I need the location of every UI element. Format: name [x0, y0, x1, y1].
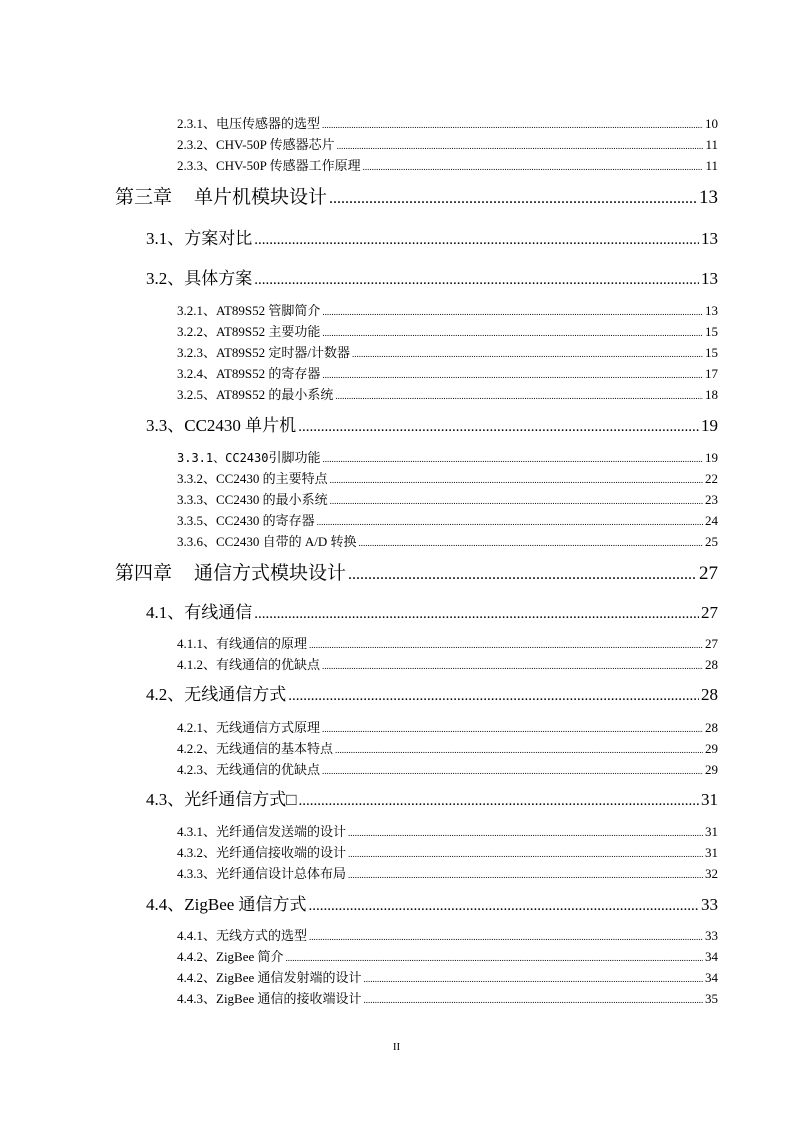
toc-entry-page: 34 — [705, 949, 718, 964]
toc-section-3-2[interactable] — [146, 266, 718, 292]
dot-leader — [317, 512, 703, 532]
dot-leader — [286, 948, 703, 968]
chapter-name: 通信方式模块设计 — [194, 563, 347, 584]
dot-leader — [322, 656, 703, 676]
toc-chapter-4[interactable] — [115, 560, 718, 588]
toc-entry-3-3-2[interactable] — [177, 469, 718, 489]
toc-entry-title: 2.3.1、电压传感器的选型 — [177, 116, 321, 131]
dot-leader — [337, 136, 704, 156]
toc-entry-title: 4.2.3、无线通信的优缺点 — [177, 762, 321, 777]
dot-leader — [322, 719, 703, 739]
toc-entry-page: 28 — [705, 657, 718, 672]
toc-entry-title: 4.4.2、ZigBee 通信发射端的设计 — [177, 970, 362, 985]
dot-leader — [335, 386, 703, 406]
toc-entry-page: 29 — [705, 762, 718, 777]
toc-entry-4-2-3[interactable] — [177, 760, 718, 780]
toc-entry-page: 33 — [705, 928, 718, 943]
toc-entry-4-4-2a[interactable] — [177, 947, 718, 967]
page-number-footer: II — [392, 1041, 401, 1053]
dot-leader — [254, 267, 699, 293]
toc-entry-title: 4.2.1、无线通信方式原理 — [177, 720, 321, 735]
toc-entry-title: 4.4.3、ZigBee 通信的接收端设计 — [177, 991, 362, 1006]
dot-leader — [352, 344, 703, 364]
toc-entry-page: 17 — [705, 366, 718, 381]
toc-entry-number: 3.3.1、CC2430 — [177, 451, 269, 465]
dot-leader — [322, 115, 703, 135]
dot-leader — [309, 927, 703, 947]
dot-leader — [348, 844, 703, 864]
toc-entry-page: 18 — [705, 387, 718, 402]
dot-leader — [348, 865, 703, 885]
chapter-number: 第四章 — [115, 563, 173, 584]
toc-entry-3-3-1[interactable] — [177, 448, 718, 468]
toc-entry-title: 4.1、有线通信 — [146, 603, 253, 622]
toc-entry-4-2-1[interactable] — [177, 718, 718, 738]
toc-entry-title: 3.2.5、AT89S52 的最小系统 — [177, 387, 334, 402]
toc-chapter-3[interactable] — [115, 184, 718, 212]
dot-leader — [254, 601, 699, 627]
toc-entry-title: 3.2.1、AT89S52 管脚简介 — [177, 303, 321, 318]
toc-entry-4-2-2[interactable] — [177, 739, 718, 759]
toc-entry-title: 3.2、具体方案 — [146, 269, 253, 288]
toc-entry-3-3-6[interactable] — [177, 532, 718, 552]
toc-entry-page: 24 — [705, 513, 718, 528]
toc-entry-page: 19 — [705, 450, 718, 465]
toc-entry-3-3-5[interactable] — [177, 511, 718, 531]
dot-leader — [309, 893, 699, 919]
toc-entry-4-3-1[interactable] — [177, 822, 718, 842]
toc-entry-name: 引脚功能 — [268, 450, 321, 465]
toc-entry-title: 4.4.2、ZigBee 简介 — [177, 949, 284, 964]
toc-entry-page: 28 — [701, 685, 718, 704]
toc-entry-title: 4.1.1、有线通信的原理 — [177, 636, 308, 651]
toc-entry-title: 3.2.3、AT89S52 定时器/计数器 — [177, 345, 350, 360]
toc-chapter-title — [115, 184, 327, 212]
toc-section-4-2[interactable] — [146, 682, 718, 708]
toc-chapter-title — [115, 560, 346, 588]
toc-entry-4-4-2b[interactable] — [177, 968, 718, 988]
toc-entry-page: 25 — [705, 534, 718, 549]
dot-leader — [322, 761, 703, 781]
toc-entry-title: 3.1、方案对比 — [146, 229, 253, 248]
toc-entry-4-3-3[interactable] — [177, 864, 718, 884]
toc-entry-page: 15 — [705, 345, 718, 360]
toc-entry-title: 4.4.1、无线方式的选型 — [177, 928, 308, 943]
toc-entry-page: 33 — [701, 895, 718, 914]
dot-leader — [322, 365, 703, 385]
toc-entry-2-3-3[interactable] — [177, 156, 718, 176]
toc-entry-title: 3.3、CC2430 单片机 — [146, 416, 297, 435]
dot-leader — [335, 740, 703, 760]
toc-entry-title: 2.3.2、CHV-50P 传感器芯片 — [177, 137, 335, 152]
toc-entry-page: 32 — [705, 866, 718, 881]
toc-entry-page: 22 — [705, 471, 718, 486]
toc-entry-page: 35 — [705, 991, 718, 1006]
toc-entry-page: 34 — [705, 970, 718, 985]
dot-leader — [330, 491, 703, 511]
toc-entry-title: 4.3.2、光纤通信接收端的设计 — [177, 845, 347, 860]
toc-entry-title: 4.3.3、光纤通信设计总体布局 — [177, 866, 347, 881]
toc-entry-3-2-5[interactable] — [177, 385, 718, 405]
toc-entry-3-2-1[interactable] — [177, 301, 718, 321]
dot-leader — [348, 561, 697, 589]
toc-entry-4-4-3[interactable] — [177, 989, 718, 1009]
toc-entry-page: 27 — [705, 636, 718, 651]
toc-entry-page: 31 — [701, 790, 718, 809]
toc-entry-page: 13 — [699, 187, 718, 208]
toc-entry-4-1-2[interactable] — [177, 655, 718, 675]
dot-leader — [322, 302, 703, 322]
toc-entry-page: 13 — [701, 269, 718, 288]
toc-entry-page: 10 — [705, 116, 718, 131]
dot-leader — [364, 990, 703, 1010]
dot-leader — [322, 323, 703, 343]
toc-entry-4-4-1[interactable] — [177, 926, 718, 946]
dot-leader — [299, 788, 699, 814]
toc-entry-page: 23 — [705, 492, 718, 507]
dot-leader — [348, 823, 703, 843]
toc-entry-4-1-1[interactable] — [177, 634, 718, 654]
toc-entry-page: 28 — [705, 720, 718, 735]
dot-leader — [309, 635, 703, 655]
toc-entry-page: 19 — [701, 416, 718, 435]
toc-section-4-4[interactable] — [146, 892, 718, 918]
toc-entry-page: 13 — [701, 229, 718, 248]
toc-entry-page: 11 — [705, 137, 718, 152]
toc-entry-title: 4.3、光纤通信方式□ — [146, 790, 297, 809]
dot-leader — [330, 470, 703, 490]
toc-entry-title: 3.2.2、AT89S52 主要功能 — [177, 324, 321, 339]
toc-entry-2-3-1[interactable] — [177, 114, 718, 134]
toc-entry-title: 4.1.2、有线通信的优缺点 — [177, 657, 321, 672]
toc-section-4-3[interactable] — [146, 787, 718, 813]
toc-entry-page: 29 — [705, 741, 718, 756]
toc-entry-page: 11 — [705, 158, 718, 173]
toc-entry-3-2-4[interactable] — [177, 364, 718, 384]
toc-entry-title: 3.2.4、AT89S52 的寄存器 — [177, 366, 321, 381]
dot-leader — [254, 227, 699, 253]
toc-entry-title: 4.4、ZigBee 通信方式 — [146, 895, 307, 914]
dot-leader — [329, 185, 697, 213]
toc-entry-3-3-3[interactable] — [177, 490, 718, 510]
toc-entry-title: 3.3.2、CC2430 的主要特点 — [177, 471, 328, 486]
toc-entry-title — [177, 448, 321, 468]
toc-section-3-3[interactable] — [146, 413, 718, 439]
toc-entry-page: 27 — [701, 603, 718, 622]
dot-leader — [288, 683, 699, 709]
toc-entry-3-2-2[interactable] — [177, 322, 718, 342]
toc-entry-title: 3.3.6、CC2430 自带的 A/D 转换 — [177, 534, 357, 549]
dot-leader — [298, 414, 699, 440]
toc-entry-3-2-3[interactable] — [177, 343, 718, 363]
toc-section-3-1[interactable] — [146, 226, 718, 252]
dot-leader — [323, 449, 704, 469]
dot-leader — [358, 533, 703, 553]
toc-entry-title: 4.2、无线通信方式 — [146, 685, 287, 704]
toc-entry-page: 15 — [705, 324, 718, 339]
toc-entry-page: 31 — [705, 845, 718, 860]
dot-leader — [364, 969, 703, 989]
dot-leader — [363, 157, 704, 177]
toc-entry-page: 27 — [699, 563, 718, 584]
toc-entry-2-3-2[interactable] — [177, 135, 718, 155]
chapter-name: 单片机模块设计 — [194, 187, 328, 208]
toc-entry-page: 31 — [705, 824, 718, 839]
toc-entry-page: 13 — [705, 303, 718, 318]
toc-entry-title: 2.3.3、CHV-50P 传感器工作原理 — [177, 158, 361, 173]
toc-entry-title: 3.3.5、CC2430 的寄存器 — [177, 513, 315, 528]
toc-entry-title: 3.3.3、CC2430 的最小系统 — [177, 492, 328, 507]
toc-entry-title: 4.3.1、光纤通信发送端的设计 — [177, 824, 347, 839]
toc-entry-title: 4.2.2、无线通信的基本特点 — [177, 741, 334, 756]
chapter-number: 第三章 — [115, 187, 173, 208]
toc-section-4-1[interactable] — [146, 600, 718, 626]
toc-entry-4-3-2[interactable] — [177, 843, 718, 863]
